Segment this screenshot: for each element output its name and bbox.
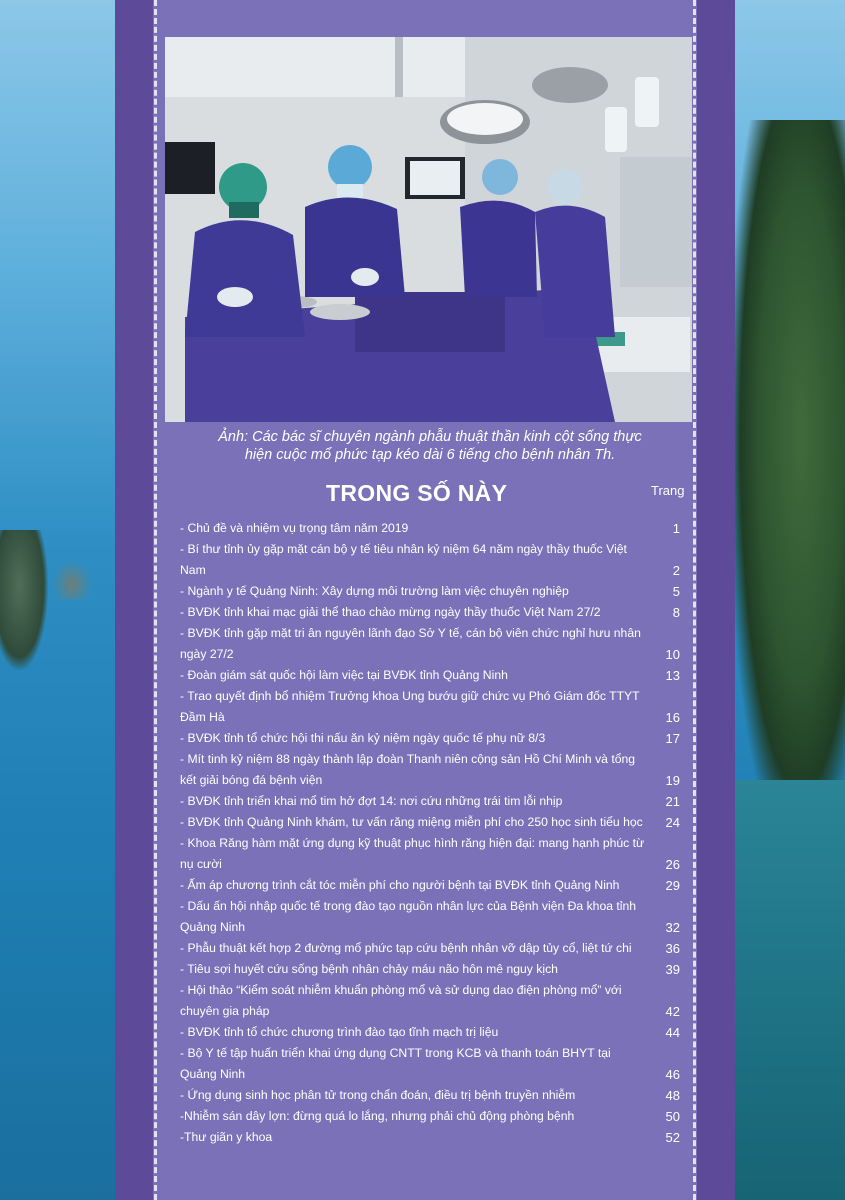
toc-item-text: - Tiêu sợi huyết cứu sống bệnh nhân chảy máu não hôn mê nguy kịch: [180, 962, 558, 976]
toc-item-page: 19: [665, 773, 680, 788]
toc-item[interactable]: [180, 791, 680, 812]
toc-item-text: - Ấm áp chương trình cắt tóc miễn phí cho người bệnh tại BVĐK tỉnh Quảng Ninh: [180, 878, 620, 892]
toc-item-page: 48: [665, 1088, 680, 1103]
toc-item[interactable]: [180, 1106, 680, 1127]
toc-item-text: - Dấu ấn hội nhập quốc tế trong đào tạo nguồn nhân lực của Bệnh viện Đa khoa tỉnh: [180, 899, 637, 913]
toc-item-page: 29: [665, 878, 680, 893]
surgery-photo: [165, 37, 692, 422]
toc-item[interactable]: [180, 581, 680, 602]
toc-item-page: 16: [665, 710, 680, 725]
toc-item[interactable]: [180, 1022, 680, 1043]
toc-item-page: 2: [672, 563, 680, 578]
toc-item-text: kết giải bóng đá bệnh viện: [180, 773, 323, 787]
toc-item-text: Đầm Hà: [180, 710, 225, 724]
toc-item[interactable]: [180, 938, 680, 959]
toc-item-text: - BVĐK tỉnh Quảng Ninh khám, tư vấn răng miệng miễn phí cho 250 học sinh tiểu học: [180, 815, 643, 829]
toc-item-text: Quảng Ninh: [180, 920, 246, 934]
toc-item-text: - BVĐK tỉnh khai mạc giải thể thao chào mừng ngày thầy thuốc Việt Nam 27/2: [180, 605, 601, 619]
toc-title: TRONG SỐ NÀY: [326, 480, 508, 506]
toc-item[interactable]: [180, 1085, 680, 1106]
toc-item-page: 26: [665, 857, 680, 872]
toc-page-header: Trang: [651, 483, 685, 498]
toc-item-text: Nam: [180, 563, 206, 577]
toc-item[interactable]: [180, 812, 680, 833]
background-islet: [52, 560, 92, 600]
toc-item-page: 8: [672, 605, 680, 620]
toc-item-text: ngày 27/2: [180, 647, 234, 661]
toc-item-text: - BVĐK tỉnh gặp mặt tri ân nguyên lãnh đạo Sở Y tế, cán bộ viên chức nghỉ hưu nhân: [180, 626, 641, 640]
toc-item[interactable]: [180, 1043, 680, 1085]
toc-item-text: - Ứng dụng sinh học phân tử trong chẩn đoán, điều trị bệnh truyền nhiễm: [180, 1088, 576, 1102]
background-mountain: [735, 120, 845, 820]
toc-item-text: - Chủ đề và nhiệm vụ trọng tâm năm 2019: [180, 521, 409, 535]
toc-item-text: nụ cười: [180, 857, 222, 871]
toc-item-page: 13: [665, 668, 680, 683]
toc-item-page: 42: [665, 1004, 680, 1019]
toc-item[interactable]: [180, 749, 680, 791]
toc-item-text: - Trao quyết định bổ nhiệm Trưởng khoa Ung bướu giữ chức vụ Phó Giám đốc TTYT: [180, 689, 640, 703]
toc-item[interactable]: [180, 602, 680, 623]
toc-item[interactable]: [180, 539, 680, 581]
toc-item-page: 5: [672, 584, 680, 599]
toc-item[interactable]: [180, 833, 680, 875]
toc-item-text: - Khoa Răng hàm mặt ứng dụng kỹ thuật phục hình răng hiện đại: mang hạnh phúc từ: [180, 836, 645, 850]
toc-item-text: -Nhiễm sán dây lợn: đừng quá lo lắng, nhưng phải chủ động phòng bệnh: [180, 1109, 575, 1123]
left-border-stripe: [115, 0, 153, 1200]
toc-item[interactable]: [180, 896, 680, 938]
toc-item-text: - BVĐK tỉnh tổ chức chương trình đào tạo tĩnh mạch trị liệu: [180, 1025, 499, 1039]
toc-item-page: 46: [665, 1067, 680, 1082]
toc-item[interactable]: [180, 728, 680, 749]
toc-item-page: 44: [665, 1025, 680, 1040]
toc-item-text: -Thư giãn y khoa: [180, 1130, 273, 1144]
toc-item[interactable]: [180, 875, 680, 896]
toc-item-text: - Hội thảo “Kiểm soát nhiễm khuẩn phòng mổ và sử dụng dao điện phòng mổ” với: [180, 983, 622, 997]
toc-item-text: Quảng Ninh: [180, 1067, 246, 1081]
background-island: [0, 530, 48, 670]
toc-item[interactable]: [180, 1127, 680, 1148]
toc-item-page: 10: [665, 647, 680, 662]
toc-item[interactable]: [180, 980, 680, 1022]
toc-item-page: 24: [665, 815, 680, 830]
toc-item-text: - Mít tinh kỷ niệm 88 ngày thành lập đoàn Thanh niên cộng sản Hồ Chí Minh và tổng: [180, 752, 636, 766]
caption-line: Ảnh: Các bác sĩ chuyên ngành phẫu thuật thần kinh cột sống thực: [218, 429, 642, 445]
background-sea: [735, 780, 845, 1200]
toc-item-page: 50: [665, 1109, 680, 1124]
toc-item-text: - BVĐK tỉnh triển khai mổ tim hở đợt 14: nơi cứu những trái tim lỗi nhịp: [180, 794, 563, 808]
toc-item-page: 36: [665, 941, 680, 956]
toc-item[interactable]: [180, 623, 680, 665]
toc-item-text: - BVĐK tỉnh tổ chức hội thi nấu ăn kỷ niệm ngày quốc tế phụ nữ 8/3: [180, 731, 546, 745]
toc-item-text: - Ngành y tế Quảng Ninh: Xây dựng môi trường làm việc chuyên nghiệp: [180, 584, 569, 598]
left-dashed-line: [154, 0, 157, 1200]
toc-item-page: 39: [665, 962, 680, 977]
toc-item-page: 21: [665, 794, 680, 809]
photo-caption: [160, 428, 700, 464]
toc-item-text: - Phẫu thuật kết hợp 2 đường mổ phức tạp cứu bệnh nhân vỡ dập tủy cổ, liệt tứ chi: [180, 941, 632, 955]
table-of-contents: [180, 518, 680, 1148]
toc-item-page: 32: [665, 920, 680, 935]
toc-item-text: - Bộ Y tế tập huấn triển khai ứng dụng CNTT trong KCB và thanh toán BHYT tại: [180, 1046, 611, 1060]
toc-item-page: 52: [665, 1130, 680, 1145]
toc-item[interactable]: [180, 959, 680, 980]
toc-item-page: 1: [672, 521, 680, 536]
toc-item-text: - Bí thư tỉnh ủy gặp mặt cán bộ y tế tiêu nhân kỷ niệm 64 năm ngày thầy thuốc Việt: [180, 542, 627, 556]
toc-item[interactable]: [180, 518, 680, 539]
toc-item[interactable]: [180, 686, 680, 728]
caption-line: hiện cuộc mổ phức tạp kéo dài 6 tiếng cho bệnh nhân Th.: [244, 447, 616, 463]
toc-item-page: 17: [665, 731, 680, 746]
toc-item-text: chuyên gia pháp: [180, 1004, 270, 1018]
toc-item[interactable]: [180, 665, 680, 686]
right-border-stripe: [697, 0, 735, 1200]
toc-item-text: - Đoàn giám sát quốc hội làm việc tại BVĐK tỉnh Quảng Ninh: [180, 668, 508, 682]
right-dashed-line: [693, 0, 696, 1200]
